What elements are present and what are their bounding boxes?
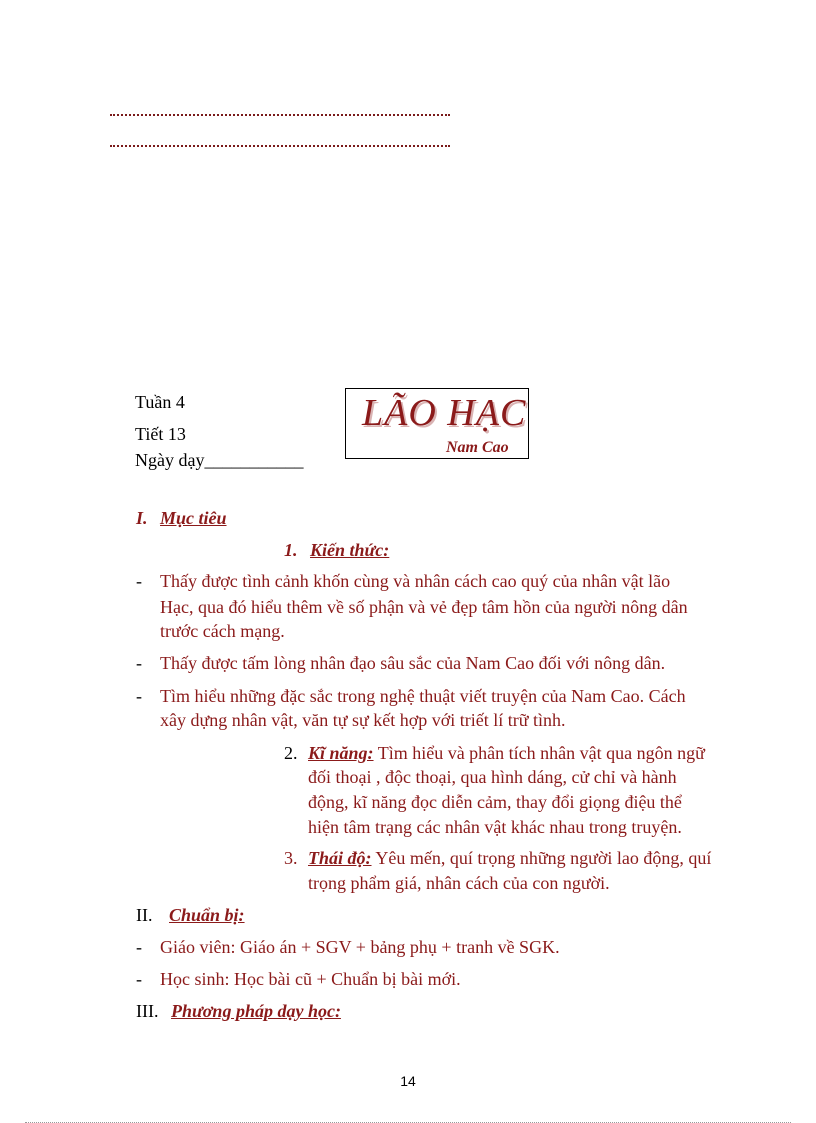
header-date: Ngày dạy___________ [135, 450, 304, 470]
skills-line-2: đối thoại , độc thoại, qua hình dáng, cử chỉ và hành [308, 767, 677, 787]
attitude-text-1: Yêu mến, quí trọng những người lao động, quí [371, 848, 712, 868]
header-period: Tiết 13 [135, 424, 186, 444]
knowledge-num: 1. [284, 540, 298, 560]
section3-label: Phương pháp dạy học: [170, 1001, 341, 1021]
bullet: - [136, 686, 142, 706]
section1-label: Mục tiêu [160, 508, 227, 528]
section3-heading [136, 998, 341, 1024]
attitude-line-2: trọng phẩm giá, nhân cách của con người. [308, 873, 610, 893]
dotted-line-1 [110, 114, 450, 116]
header-week: Tuần 4 [135, 392, 185, 412]
skills-num: 2. [284, 743, 298, 763]
skills-line-4: hiện tâm trạng các nhân vật khác nhau trong truyện. [308, 817, 682, 837]
lesson-title: LÃO HẠC [362, 392, 527, 434]
skills-label: Kĩ năng: [308, 743, 374, 763]
knowledge-item-3-line-1: Tìm hiểu những đặc sắc trong nghệ thuật viết truyện của Nam Cao. Cách [160, 686, 686, 706]
section2-heading [136, 902, 245, 928]
knowledge-item-1-line-3: trước cách mạng. [160, 621, 285, 641]
skills-text-1: Tìm hiểu và phân tích nhân vật qua ngôn ngữ [373, 743, 705, 763]
knowledge-item-1-line-2: Hạc, qua đó hiểu thêm về số phận và vẻ đẹp tâm hồn của người nông dân [160, 597, 688, 617]
attitude-label: Thái độ: [308, 848, 372, 868]
knowledge-item-2-line-1: Thấy được tấm lòng nhân đạo sâu sắc của Nam Cao đối với nông dân. [160, 653, 666, 673]
bullet: - [136, 969, 142, 989]
title-box [345, 388, 529, 459]
prep-teacher: Giáo viên: Giáo án + SGV + bảng phụ + tranh về SGK. [160, 937, 560, 957]
bullet: - [136, 653, 142, 673]
knowledge-heading [284, 537, 389, 563]
skills-line-3: động, kĩ năng đọc diễn cảm, thay đổi giọng điệu thể [308, 792, 682, 812]
knowledge-item-3-line-2: xây dựng nhân vật, văn tự sự kết hợp với triết lí trữ tình. [160, 710, 566, 730]
lesson-author: Nam Cao [446, 439, 509, 456]
attitude-num: 3. [284, 848, 298, 868]
section1-num: I. [136, 508, 148, 528]
section2-label: Chuẩn bị: [169, 905, 245, 925]
skills-line-1 [284, 740, 705, 766]
knowledge-item-1-line-1: Thấy được tình cảnh khốn cùng và nhân cách cao quý của nhân vật lão [160, 571, 671, 591]
section1-heading [136, 505, 227, 531]
knowledge-label: Kiến thức: [310, 540, 390, 560]
attitude-line-1 [284, 845, 711, 871]
page-number: 14 [400, 1073, 416, 1089]
bullet: - [136, 937, 142, 957]
dotted-line-2 [110, 145, 450, 147]
section3-num: III. [136, 1001, 159, 1021]
bullet: - [136, 571, 142, 591]
prep-student: Học sinh: Học bài cũ + Chuẩn bị bài mới. [160, 969, 461, 989]
section2-num: II. [136, 905, 153, 925]
